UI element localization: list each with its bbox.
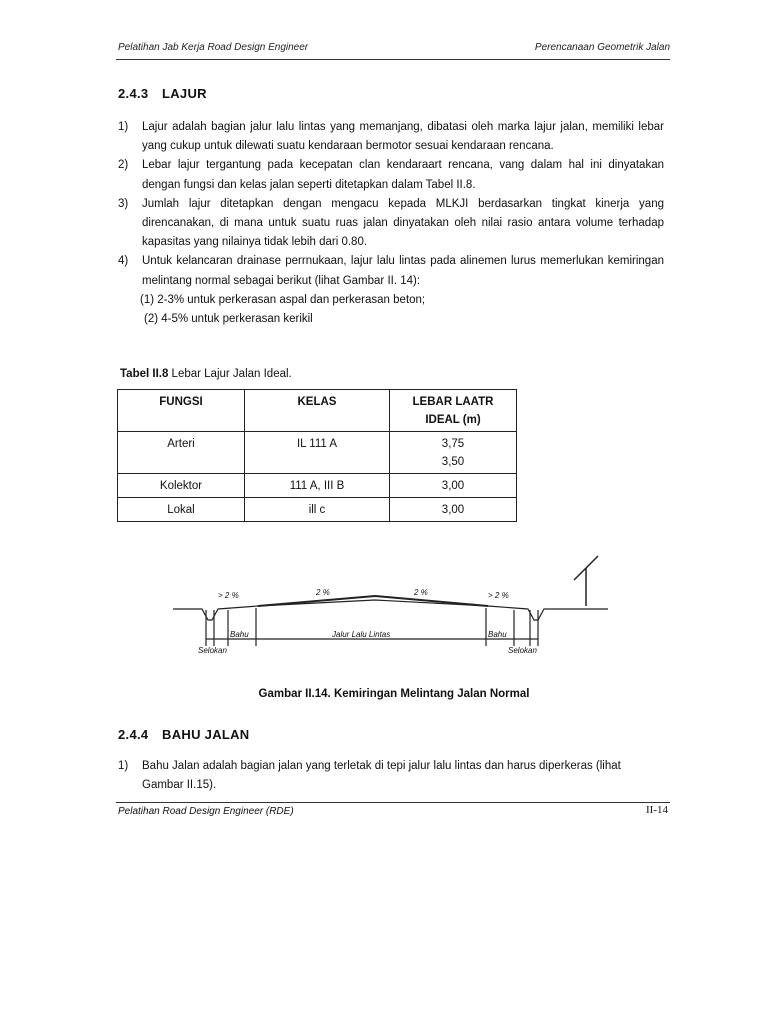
header-rule [116, 59, 670, 60]
list-item [118, 195, 664, 253]
table-header-row [118, 390, 517, 432]
item-number: 2) [118, 159, 129, 172]
lajur-list [118, 118, 664, 329]
item-number: 1) [118, 121, 129, 133]
cell-kelas: IL 111 A [245, 432, 390, 474]
list-item [118, 156, 664, 194]
footer-rule [116, 802, 670, 803]
cell-kelas: 111 A, III B [245, 474, 390, 498]
table-row [118, 498, 517, 522]
bahu-label-right: Bahu [488, 630, 507, 639]
cell-fungsi: Lokal [118, 498, 245, 522]
figure-caption-label: Gambar II.14. [258, 688, 331, 700]
figure-caption [0, 688, 768, 700]
item-text: Lebar lajur tergantung pada kecepatan clan kendaraart rencana, vang dalam hal ini dinyatakan dengan fungsi dan kelas jalan seperti ditetapkan dalam Tabel II.8. [142, 159, 664, 191]
bahu-list [118, 757, 664, 795]
page-number: II-14 [646, 804, 668, 816]
cell-fungsi: Kolektor [118, 474, 245, 498]
section-number: 2.4.4 [118, 727, 149, 742]
table-row [118, 432, 517, 474]
item-text: Untuk kelancaran drainase perrnukaan, lajur lalu lintas pada alinemen lurus memerlukan kemiringan melintang normal sebagai berikut (lihat Gambar II. 14): [142, 255, 664, 287]
selokan-label-right: Selokan [508, 646, 537, 655]
header-fungsi: FUNGSI [118, 390, 245, 432]
item-number: 3) [118, 197, 129, 210]
sub-item: (2) 4-5% untuk perkerasan kerikil [144, 313, 313, 326]
cross-section-diagram [170, 548, 615, 668]
running-header-right: Perencanaan Geometrik Jalan [534, 42, 670, 53]
list-item [118, 757, 664, 795]
section-heading-lajur [118, 86, 207, 101]
section-title: LAJUR [162, 86, 207, 101]
item-text: Bahu Jalan adalah bagian jalan yang terletak di tepi jalur lalu lintas dan harus diperkeras (lihat Gambar II.15). [142, 760, 621, 792]
table-row [118, 474, 517, 498]
item-number: 1) [118, 760, 129, 772]
cell-kelas: ill c [245, 498, 390, 522]
sub-item: (1) 2-3% untuk perkerasan aspal dan perkerasan beton; [140, 293, 426, 306]
lane-width-table [117, 389, 517, 522]
list-item [118, 252, 664, 290]
list-item [118, 118, 664, 156]
slope-label-mid-left: 2 % [316, 588, 330, 597]
cell-fungsi: Arteri [118, 432, 245, 474]
cell-lebar: 3,75 3,50 [390, 432, 517, 474]
section-heading-bahu-jalan [118, 727, 250, 742]
item-text: Lajur adalah bagian jalur lalu lintas yang memanjang, dibatasi oleh marka lajur jalan, memiliki lebar yang cukup untuk dilewati suatu kendaraan bermotor sesuai kendaraan rencana. [142, 121, 664, 153]
section-title: BAHU JALAN [162, 727, 250, 742]
slope-label-mid-right: 2 % [414, 588, 428, 597]
header-lebar: LEBAR LAATR IDEAL (m) [390, 390, 517, 432]
table-caption-label: Tabel II.8 [120, 368, 169, 380]
header-kelas: KELAS [245, 390, 390, 432]
slope-label-right: > 2 % [488, 591, 509, 600]
running-footer-left: Pelatihan Road Design Engineer (RDE) [118, 806, 294, 817]
figure-caption-text: Kemiringan Melintang Jalan Normal [333, 688, 530, 700]
running-header-left: Pelatihan Jab Kerja Road Design Engineer [118, 42, 309, 53]
item-number: 4) [118, 255, 129, 268]
table-caption-text: Lebar Lajur Jalan Ideal. [168, 368, 292, 380]
slope-label-left: > 2 % [218, 591, 239, 600]
table-caption [120, 368, 292, 380]
section-number: 2.4.3 [118, 86, 149, 101]
cell-lebar: 3,00 [390, 474, 517, 498]
road-profile-line [173, 600, 608, 620]
item-text: Jumlah lajur ditetapkan dengan mengacu kepada MLKJI berdasarkan tingkat kinerja yang direncanakan, di mana untuk suatu ruas jalan dinyatakan oleh nilai rasio antara volume terhadap kapasitas yang nilainya tidak lebih dari 0.80. [142, 197, 664, 249]
selokan-label-left: Selokan [198, 646, 227, 655]
jalur-label: Jalur Lalu Lintas [332, 630, 391, 639]
bahu-label-left: Bahu [230, 630, 249, 639]
cell-lebar: 3,00 [390, 498, 517, 522]
